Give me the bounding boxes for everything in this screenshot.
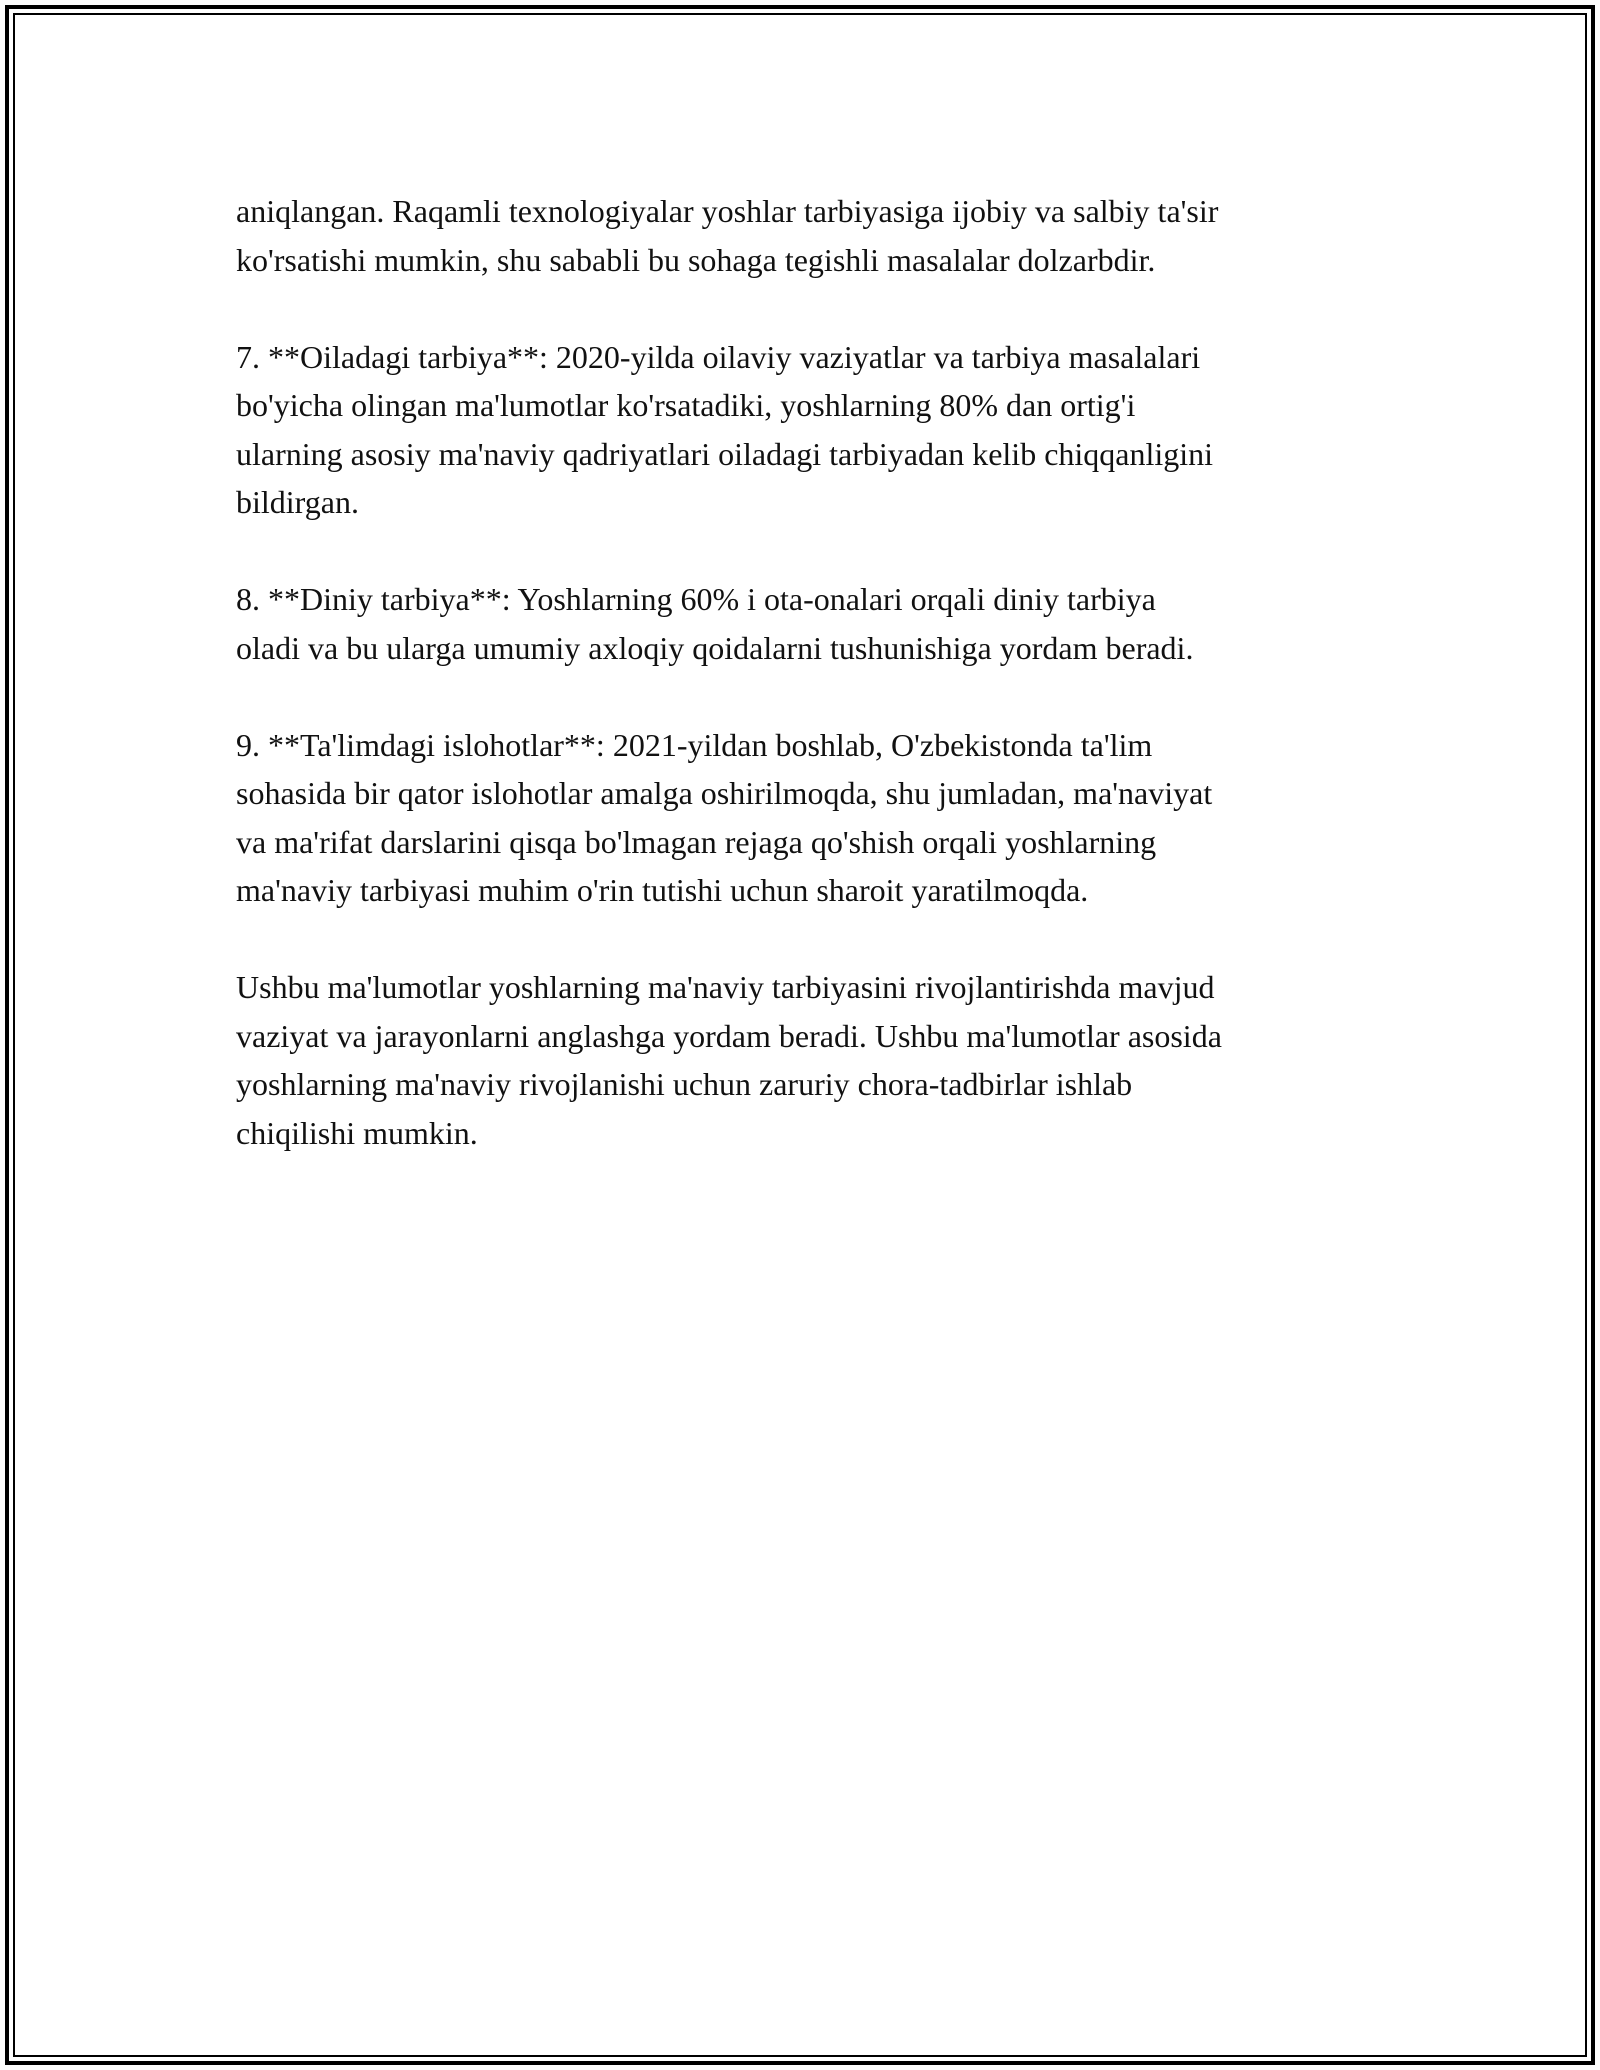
text-line: chiqilishi mumkin. — [236, 1114, 478, 1151]
text-line: vaziyat va jarayonlarni anglashga yordam beradi. Ushbu ma'lumotlar asosida — [236, 1017, 1222, 1054]
text-line: yoshlarning ma'naviy rivojlanishi uchun zaruriy chora-tadbirlar ishlab — [236, 1066, 1133, 1102]
text-line: aniqlangan. Raqamli texnologiyalar yoshlar tarbiyasiga ijobiy va salbiy ta'sir — [236, 193, 1219, 229]
text-line: sohasida bir qator islohotlar amalga oshirilmoqda, shu jumladan, ma'naviyat — [236, 775, 1213, 811]
text-line: bo'yicha olingan ma'lumotlar ko'rsatadiki, yoshlarning 80% dan ortig'i — [236, 387, 1136, 423]
text-line: va ma'rifat darslarini qisqa bo'lmagan rejaga qo'shish orqali yoshlarning — [236, 823, 1157, 860]
text-line: ularning asosiy ma'naviy qadriyatlari oiladagi tarbiyadan kelib chiqqanligini — [236, 435, 1214, 472]
paragraph-conclusion — [236, 963, 1376, 1157]
text-line: 8. **Diniy tarbiya**: Yoshlarning 60% i ota-onalari orqali diniy tarbiya — [236, 581, 1156, 617]
paragraph-item-9 — [236, 721, 1376, 915]
text-line: 9. **Ta'limdagi islohotlar**: 2021-yildan boshlab, O'zbekistonda ta'lim — [236, 726, 1153, 763]
paragraph-item-7 — [236, 333, 1376, 527]
text-line: 7. **Oiladagi tarbiya**: 2020-yilda oilaviy vaziyatlar va tarbiya masalalari — [236, 338, 1201, 375]
document-body — [236, 187, 1376, 1206]
paragraph-item-8 — [236, 575, 1376, 672]
text-line: ko'rsatishi mumkin, shu sababli bu sohaga tegishli masalalar dolzarbdir. — [236, 241, 1156, 278]
text-line: Ushbu ma'lumotlar yoshlarning ma'naviy tarbiyasini rivojlantirishda mavjud — [236, 969, 1215, 1005]
text-line: ma'naviy tarbiyasi muhim o'rin tutishi uchun sharoit yaratilmoqda. — [236, 872, 1089, 908]
paragraph-intro-continuation — [236, 187, 1376, 284]
text-line: bildirgan. — [236, 484, 359, 520]
text-line: oladi va bu ularga umumiy axloqiy qoidalarni tushunishiga yordam beradi. — [236, 629, 1194, 666]
